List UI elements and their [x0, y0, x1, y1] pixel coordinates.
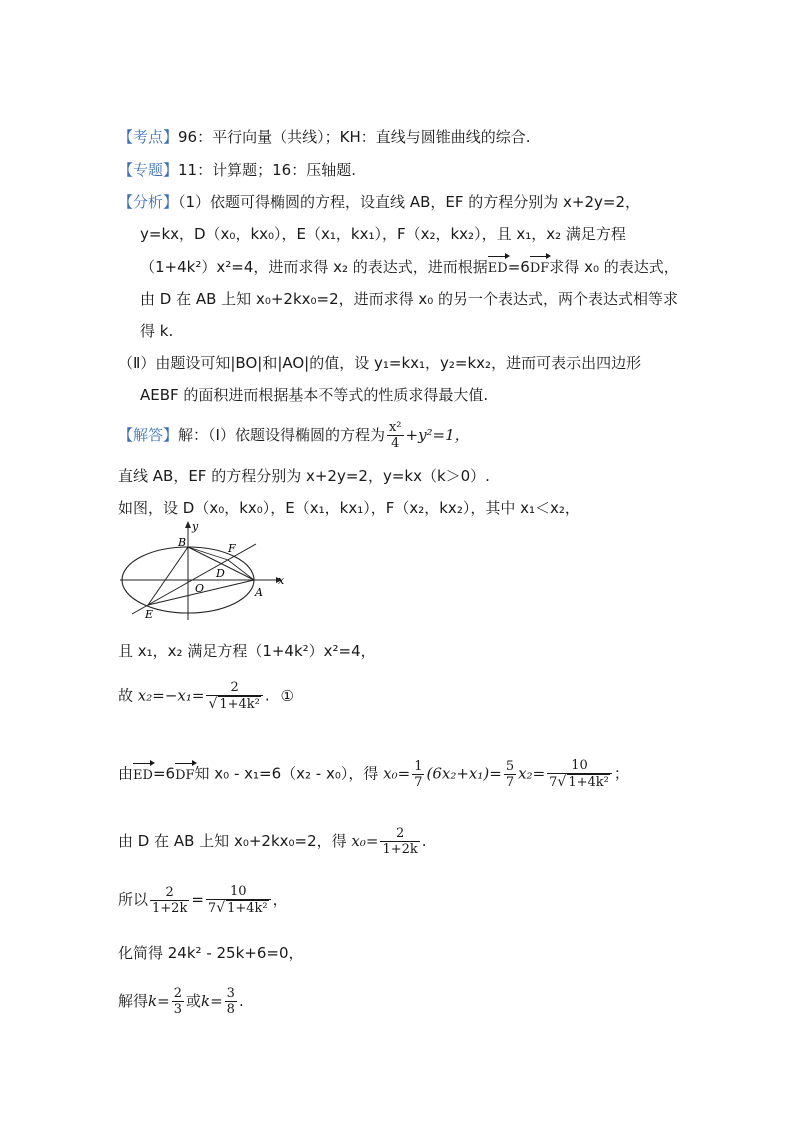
fenxi-line-4: 由 D 在 AB 上知 x₀+2kx₀=2，进而求得 x₀ 的另一个表达式，两个表达式相等求: [140, 290, 679, 308]
jieda-text-1a: 解：（Ⅰ）依题设得椭圆的方程为: [178, 426, 385, 444]
frac-one-seventh: $\frac{1}{7}$: [414, 758, 423, 790]
frac-two-over-1-2k: $\frac{2}{1+2k}$: [382, 826, 418, 857]
jieda-line-3: 如图，设 D（x₀，kx₀），E（x₁，kx₁），F（x₂，kx₂），其中 x₁＜x₂，: [118, 499, 580, 517]
label-x: x: [278, 574, 285, 587]
fenxi-line-1: [118, 191, 640, 213]
fenxi-text-3a: （1+4k²）x²=4，进而求得 x₂ 的表达式，进而根据: [140, 258, 488, 276]
vector-ed: ED: [488, 258, 508, 280]
jieda-line-2: 直线 AB，EF 的方程分别为 x+2y=2，y=kx（k＞0）.: [118, 467, 490, 485]
eq-six: =6: [152, 764, 176, 783]
period: .: [421, 832, 427, 850]
jieda-tag: 【解答】: [118, 426, 179, 444]
segment-be: [148, 547, 188, 605]
label-a: A: [255, 586, 263, 599]
label-o: O: [195, 582, 205, 595]
fenxi-eq: =6: [507, 258, 530, 276]
paren-expression: (6x₂+x₁)=: [426, 764, 502, 783]
on-ab-text: 由 D 在 AB 上知 x₀+2kx₀=2，得: [118, 832, 347, 850]
label-f: F: [228, 542, 236, 555]
x2-fraction: $\frac{2}{\text{√ 1+4k²}}$: [206, 680, 262, 712]
jieda-line-5: [118, 680, 294, 712]
vector-df: DF: [530, 258, 549, 280]
x2-eq: x₂=: [518, 764, 546, 783]
relation-text: 知 x₀ - x₁=6（x₂ - x₀），得: [194, 764, 379, 783]
comma: ，: [272, 890, 288, 909]
x0-eq: x₀=: [351, 832, 379, 850]
ellipse-x-fraction: $\frac{\text{x²}}{4}$: [388, 420, 402, 451]
you-text: 由: [118, 764, 134, 783]
fenxi-line-6: （Ⅱ）由题设可知|BO|和|AO|的值，设 y₁=kx₁，y₂=kx₂，进而可表示出四边形: [118, 354, 642, 372]
segment-af: [228, 560, 254, 580]
kaodian-text: 96：平行向量（共线）；KH：直线与圆锥曲线的综合.: [178, 128, 531, 146]
zhuanti-tag: 【专题】: [118, 161, 179, 179]
x0-expression: x₀=: [383, 764, 411, 783]
circled-one-mark: ①: [280, 686, 294, 705]
y-axis-arrow-icon: [185, 521, 191, 528]
fenxi-line-2: y=kx，D（x₀，kx₀），E（x₁，kx₁），F（x₂，kx₂），且 x₁，x₂ 满足方程: [140, 225, 626, 243]
frac-two-thirds: $\frac{2}{3}$: [173, 986, 182, 1017]
fenxi-line-5: 得 k.: [140, 322, 174, 340]
jieda-line-7: [118, 826, 427, 857]
jieda-line-6: [118, 758, 629, 790]
gu-text: 故: [118, 686, 134, 705]
vector-df-2: DF: [175, 765, 194, 787]
k-eq-2: k=: [200, 992, 223, 1010]
k-eq-1: k=: [148, 992, 170, 1010]
frac-three-eighths: $\frac{3}{8}$: [226, 986, 235, 1017]
jieda-text-1b: +y²=1，: [405, 426, 470, 444]
fenxi-text-3b: 求得 x₀ 的表达式，: [549, 258, 679, 276]
zhuanti-line: [118, 159, 356, 181]
jieda-line-9: 化简得 24k² - 25k+6=0，: [118, 944, 304, 962]
jiede-text: 解得: [118, 992, 149, 1010]
frac-ten-over-sqrt: $\frac{10}{\text{7√ 1+4k²}}$: [547, 758, 612, 790]
kaodian-line: [118, 126, 531, 148]
x2-expression: x₂=−x₁=: [137, 686, 205, 705]
label-d: D: [216, 567, 225, 580]
equals: =: [191, 890, 204, 909]
label-b: B: [178, 536, 187, 549]
frac-right: $\frac{10}{\text{7√ 1+4k²}}$: [206, 884, 271, 916]
zhuanti-text: 11：计算题；16：压轴题.: [178, 161, 356, 179]
suoyi-text: 所以: [118, 890, 149, 909]
fenxi-line-3: [140, 256, 679, 280]
frac-five-seventh: $\frac{5}{7}$: [505, 758, 515, 790]
semicolon: ；: [613, 764, 629, 783]
label-e: E: [145, 608, 154, 621]
jieda-line-8: [118, 884, 288, 916]
fenxi-text-1: （1）依题可得椭圆的方程，设直线 AB，EF 的方程分别为 x+2y=2，: [178, 193, 641, 211]
fenxi-line-7: AEBF 的面积进而根据基本不等式的性质求得最大值.: [140, 386, 489, 404]
period: .: [264, 686, 270, 705]
line-ef: [132, 544, 256, 614]
period: .: [238, 992, 244, 1010]
jieda-line-4: 且 x₁，x₂ 满足方程（1+4k²）x²=4，: [118, 642, 376, 660]
fenxi-tag: 【分析】: [118, 193, 179, 211]
label-y: y: [192, 520, 199, 533]
jieda-line-10: [118, 986, 244, 1017]
kaodian-tag: 【考点】: [118, 128, 179, 146]
or-text: 或: [185, 992, 201, 1010]
vector-ed-2: ED: [133, 765, 153, 787]
ellipse-figure: [118, 518, 288, 628]
jieda-line-1: [118, 420, 470, 451]
frac-left: $\frac{2}{1+2k}$: [152, 884, 188, 916]
